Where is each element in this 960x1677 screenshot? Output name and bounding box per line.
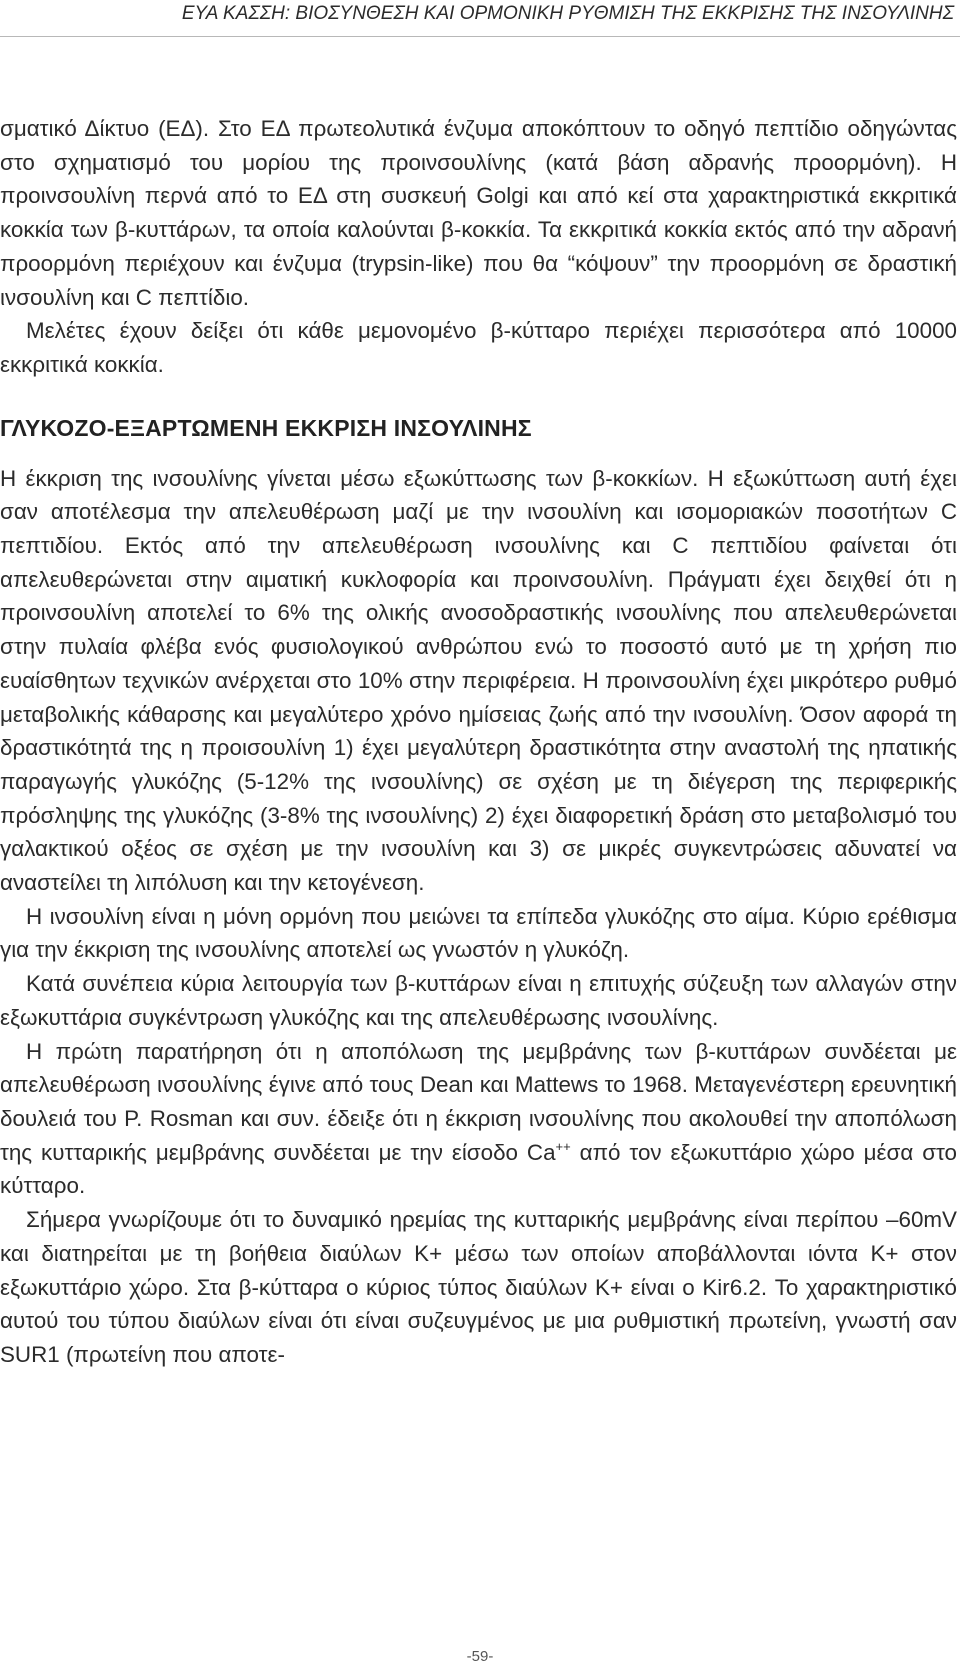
depolarization-text-end: από τον εξωκυττάριο χώρο μέσα στο κύτταρο. <box>0 1139 957 1199</box>
paragraph-exocytosis: Η έκκριση της ινσουλίνης γίνεται μέσω εξωκύττωσης των β-κοκκίων. Η εξωκύττωση αυτή έχει σαν αποτέλεσμα την απελευθέρωση μαζί με την ινσουλίνη και ισομοριακών ποσοτήτων C πεπτιδίου. Εκτός από την απελευθέρωση ινσουλίνης και C πεπτιδίου φαίνεται ότι απελευθερώνεται στην αιματική κυκλοφορία και προινσουλίνη. Πράγματι έχει δειχθεί ότι η προινσουλίνη αποτελεί το 6% της ολικής ανοσοδραστικής ινσουλίνης που απελευθερώνεται στην πυλαία φλέβα ενός φυσιολογικού ανθρώπου ενώ το ποσοστό αυτό με τη χρήση πιο ευαίσθητων τεχνικών ανέρχεται στο 10% στην περιφέρεια. Η προινσουλίνη έχει μικρότερο ρυθμό μεταβολικής κάθαρσης και μεγαλύτερο χρόνο ημίσειας ζωής από την ινσουλίνη. Όσον αφορά τη δραστικότητά της η προισουλίνη 1) έχει μεγαλύτερη δραστικότητα στην αναστολή της ηπατικής παραγωγής γλυκόζης (5-12% της ινσουλίνης) σε σχέση με τη διέγερση της περιφερικής πρόσληψης της γλυκόζης (3-8% της ινσουλίνης) 2) έχει διαφορετική δράση στο μεταβολισμό του γαλακτικού οξέος σε σχέση με την ινσουλίνη και 3) σε μικρές συγκεντρώσεις αδυνατεί να αναστείλει τη λιπόλυση και την κετογένεση. <box>0 465 957 896</box>
paragraph-glucose-stimulus: Η ινσουλίνη είναι η μόνη ορμόνη που μειώνει τα επίπεδα γλυκόζης στο αίμα. Κύριο ερέθισμα για την έκκριση της ινσουλίνης αποτελεί ως γνωστόν η γλυκόζη. <box>0 903 957 963</box>
header-rule <box>0 36 960 37</box>
page-number: -59- <box>466 1648 494 1665</box>
page-body <box>0 112 957 1372</box>
section-heading: ΓΛΥΚΟΖΟ-ΕΞΑΡΤΩΜΕΝΗ ΕΚΚΡΙΣΗ ΙΝΣΟΥΛΙΝΗΣ <box>0 414 532 441</box>
paragraph-continued: σματικό Δίκτυο (ΕΔ). Στο ΕΔ πρωτεολυτικά ένζυμα αποκόπτουν το οδηγό πεπτίδιο οδηγώντας στο σχηματισμό του μορίου της προινσουλίνης (κατά βάση αδρανής προορμόνη). Η προινσουλίνη περνά από το ΕΔ στη συσκευή Golgi και από κεί στα χαρακτηριστικά εκκριτικά κοκκία των β-κυττάρων, τα οποία καλούνται β-κοκκία. Τα εκκριτικά κοκκία εκτός από την αδρανή προορμόνη περιέχουν και ένζυμα (trypsin-like) που θα “κόψουν” την προορμόνη σε δραστική ινσουλίνη και C πεπτίδιο. <box>0 116 957 310</box>
depolarization-text-start: Η πρώτη παρατήρηση ότι η αποπόλωση της μεμβράνης των β-κυττάρων συνδέεται με απελευθέρωση ινσουλίνης έγινε από τους Dean και Mattews το 1968. Μεταγενέστερη ερευνητική δουλειά του P. Rosman και συν. έδειξε ότι η έκκριση ινσουλίνης που ακολουθεί την αποπόλωση της κυτταρικής μεμβράνης συνδέεται με την είσοδο Ca <box>0 1038 957 1165</box>
paragraph-beta-cell-function: Κατά συνέπεια κύρια λειτουργία των β-κυττάρων είναι η επιτυχής σύζευξη των αλλαγών στην εξωκυττάρια συγκέντρωση γλυκόζης και της απελευθέρωσης ινσουλίνης. <box>0 971 957 1030</box>
paragraph-granules: Μελέτες έχουν δείξει ότι κάθε μεμονομένο β-κύτταρο περιέχει περισσότερα από 10000 εκκριτικά κοκκία. <box>0 318 957 377</box>
paragraph-depolarization <box>0 1035 957 1204</box>
calcium-charge-superscript: ++ <box>555 1138 571 1154</box>
paragraph-resting-potential: Σήμερα γνωρίζουμε ότι το δυναμικό ηρεμίας της κυτταρικής μεμβράνης είναι περίπου –60mV και διατηρείται με τη βοήθεια διαύλων Κ+ μέσω των οποίων αποβάλλονται ιόντα Κ+ στον εξωκυττάριο χώρο. Στα β-κύτταρα ο κύριος τύπος διαύλων Κ+ είναι ο Kir6.2. Το χαρακτηριστικό αυτού του τύπου διαύλων είναι ότι είναι συζευγμένος με μια ρυθμιστική πρωτείνη, γνωστή σαν SUR1 (πρωτείνη που αποτε- <box>0 1207 957 1367</box>
running-head: ΕΥΑ ΚΑΣΣΗ: ΒΙΟΣΥΝΘΕΣΗ ΚΑΙ ΟΡΜΟΝΙΚΗ ΡΥΘΜΙΣΗ ΤΗΣ ΕΚΚΡΙΣΗΣ ΤΗΣ ΙΝΣΟΥΛΙΝΗΣ <box>181 3 954 24</box>
